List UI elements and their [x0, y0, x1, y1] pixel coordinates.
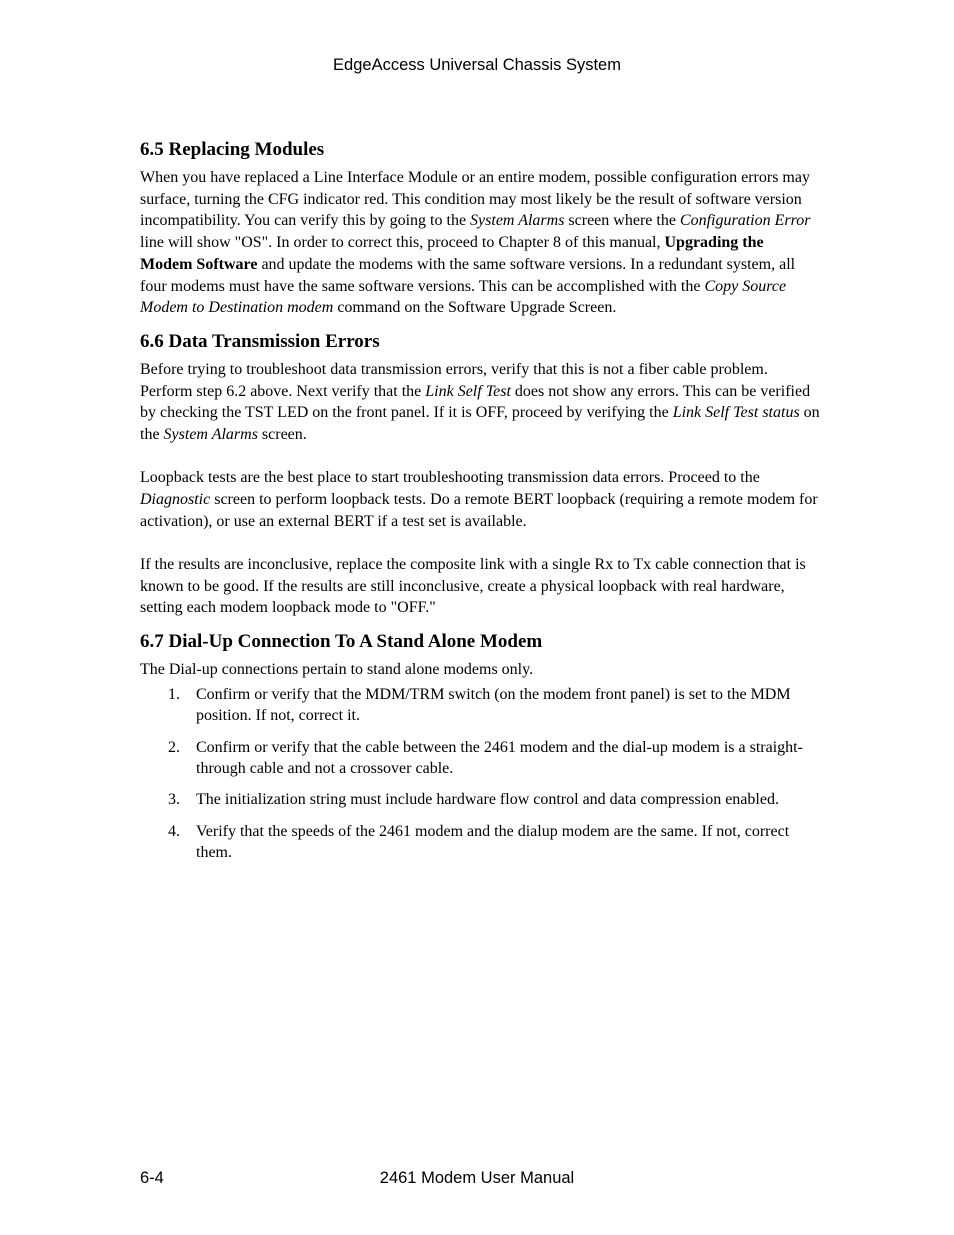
text-run: Loopback tests are the best place to start troubleshooting transmission data errors. Proceed to the — [140, 469, 760, 487]
list-item-text: Confirm or verify that the cable between the 2461 modem and the dial-up modem is a straight-through cable and not a crossover cable. — [196, 738, 803, 778]
list-number: 1. — [168, 685, 180, 703]
text-run: screen to perform loopback tests. Do a remote BERT loopback (requiring a remote modem for activation), or use an external BERT if a test set is available. — [140, 490, 818, 530]
footer-title: 2461 Modem User Manual — [379, 1169, 575, 1187]
text-run: screen where the — [564, 212, 680, 230]
numbered-list — [140, 684, 820, 864]
section-heading: 6.6 Data Transmission Errors — [140, 330, 380, 352]
list-item — [140, 789, 820, 811]
text-run: and update the modems with the same software versions. In a redundant system, all four modems must have the same software versions. This can be accomplished with the — [140, 255, 796, 295]
list-item-text: Verify that the speeds of the 2461 modem and the dialup modem are the same. If not, correct them. — [196, 822, 790, 862]
section-6-5 — [140, 138, 820, 319]
section-6-7 — [140, 630, 820, 864]
italic-term: Configuration Error — [679, 212, 811, 230]
page-number: 6-4 — [140, 1169, 164, 1187]
list-item-text: Confirm or verify that the MDM/TRM switch (on the modem front panel) is set to the MDM position. If not, correct it. — [196, 685, 791, 725]
italic-term: Link Self Test — [425, 382, 511, 400]
document-body — [140, 138, 820, 875]
section-heading: 6.5 Replacing Modules — [140, 139, 325, 160]
section-6-6 — [140, 330, 820, 619]
text-run: does not show any errors. This can be verified by checking the TST LED on the front panel. If it is OFF, proceed by verifying the — [140, 382, 811, 422]
section-heading: 6.7 Dial-Up Connection To A Stand Alone Modem — [140, 630, 543, 652]
list-number: 2. — [168, 738, 180, 756]
text-run: Before trying to troubleshoot data transmission errors, verify that this is not a fiber cable problem. Perform step 6.2 above. Next verify that the — [140, 360, 768, 400]
paragraph — [140, 467, 820, 532]
text-run: When you have replaced a Line Interface Module or an entire modem, possible configuration errors may surface, turning the CFG indicator red. This condition may most likely be the result of software version incompatibility. You can verify this by going to the — [140, 169, 810, 230]
list-item — [140, 684, 820, 727]
list-item — [140, 737, 820, 780]
text-run: screen. — [257, 426, 307, 444]
paragraph: The Dial-up connections pertain to stand alone modems only. — [140, 660, 534, 678]
paragraph — [140, 167, 820, 319]
text-run: line will show "OS". In order to correct this, proceed to Chapter 8 of this manual, — [140, 234, 665, 252]
list-item-text: The initialization string must include hardware flow control and data compression enabled. — [196, 791, 779, 809]
paragraph — [140, 359, 820, 446]
page-header: EdgeAccess Universal Chassis System — [333, 56, 621, 74]
paragraph: If the results are inconclusive, replace the composite link with a single Rx to Tx cable connection that is known to be good. If the results are still inconclusive, create a physical loopback with real hardware, setting each modem loopback mode to "OFF." — [140, 555, 806, 617]
text-run: on the — [140, 404, 820, 444]
italic-term: System Alarms — [163, 426, 258, 444]
italic-term: System Alarms — [470, 212, 565, 230]
list-item — [140, 821, 820, 864]
text-run: command on the Software Upgrade Screen. — [333, 299, 617, 317]
italic-term: Diagnostic — [140, 490, 211, 508]
italic-term: Copy Source Modem to Destination modem — [140, 277, 787, 317]
list-number: 3. — [168, 791, 180, 809]
list-number: 4. — [168, 822, 180, 840]
italic-term: Link Self Test status — [672, 404, 800, 422]
bold-chapter-reference: Upgrading the Modem Software — [140, 234, 764, 273]
